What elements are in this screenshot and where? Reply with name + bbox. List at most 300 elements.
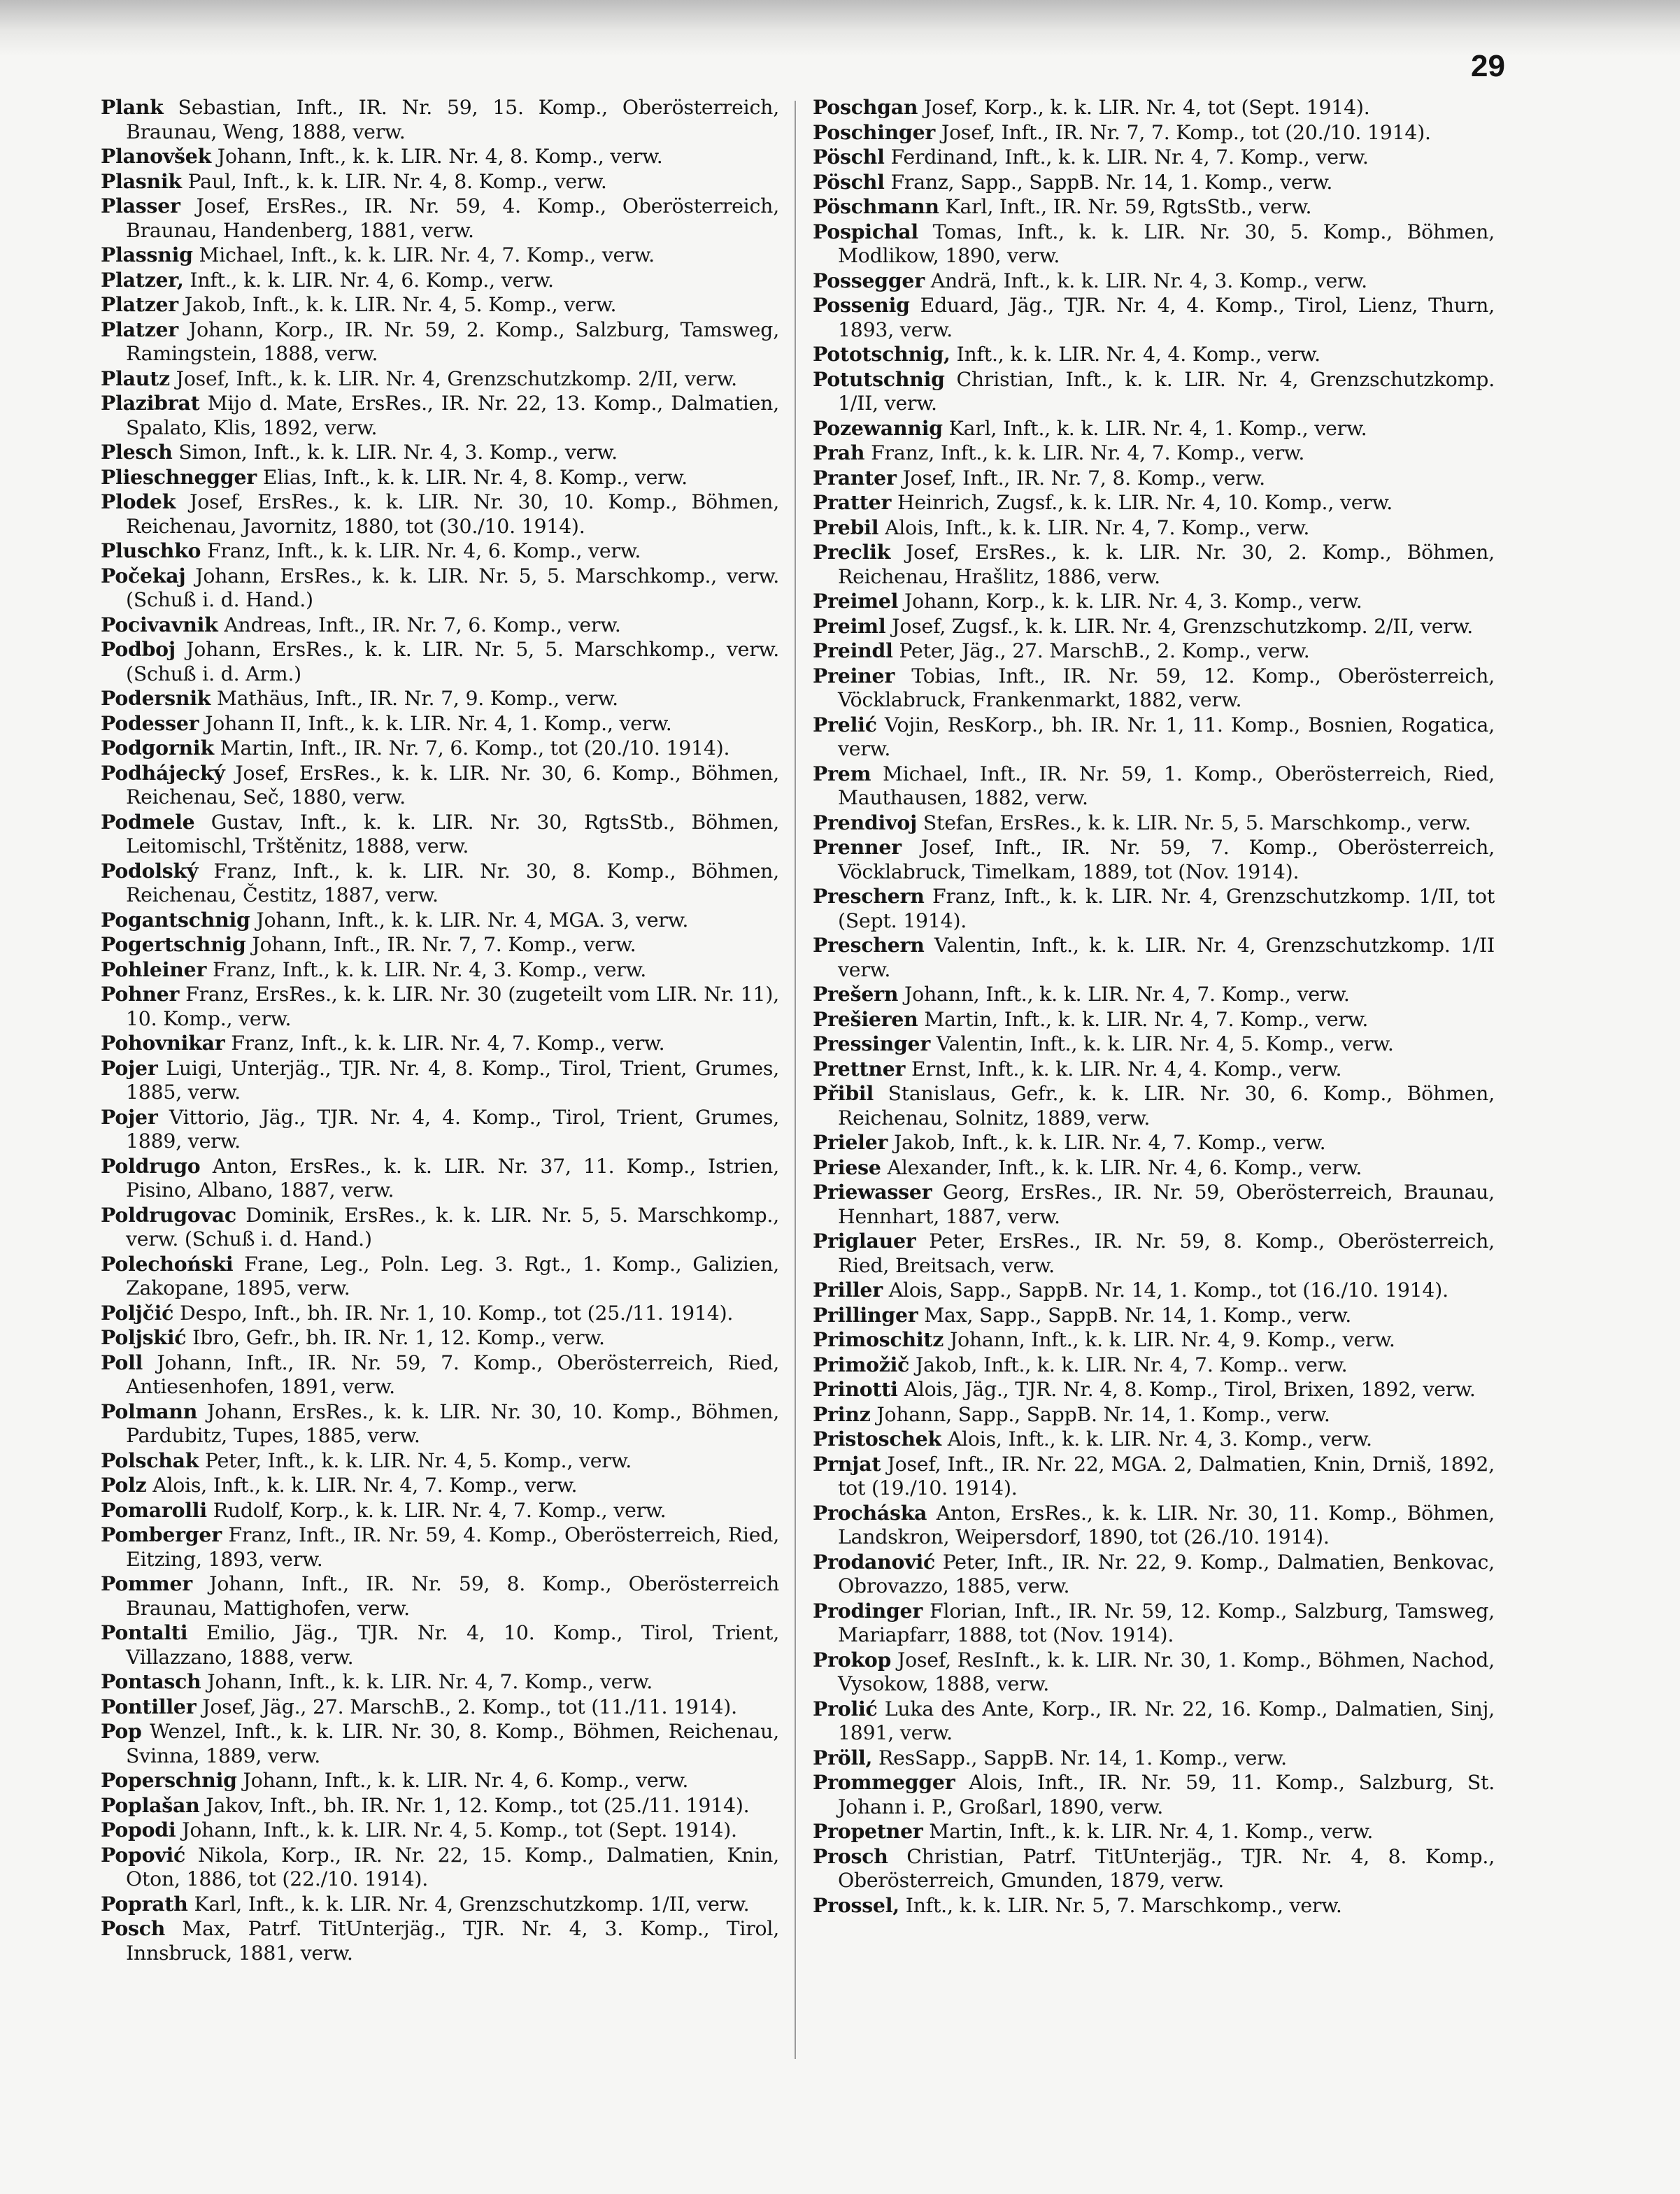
roster-entry: [813, 490, 1495, 515]
roster-entry: [101, 1473, 779, 1498]
entry-details: Emilio, Jäg., TJR. Nr. 4, 10. Komp., Tirol, Trient, Villazzano, 1888, verw.: [126, 1621, 779, 1669]
roster-entry: [101, 292, 779, 318]
roster-entry: [101, 1399, 779, 1448]
entry-surname: Poljskić: [101, 1325, 187, 1349]
entry-details: Max, Sapp., SappB. Nr. 14, 1. Komp., verw.: [918, 1303, 1352, 1327]
entry-surname: Primoschitz: [813, 1327, 944, 1351]
entry-surname: Pocivavnik: [101, 612, 218, 636]
entry-surname: Pomarolli: [101, 1497, 207, 1522]
roster-entry: [813, 194, 1495, 220]
entry-details: Franz, Inft., IR. Nr. 59, 4. Komp., Oberösterreich, Ried, Eitzing, 1893, verw.: [126, 1523, 779, 1571]
roster-entry: [101, 1203, 779, 1252]
entry-surname: Pontalti: [101, 1620, 188, 1644]
entry-details: Franz, Inft., k. k. LIR. Nr. 4, Grenzschutzkomp. 1/II, tot (Sept. 1914).: [838, 885, 1495, 932]
roster-entry: [813, 1155, 1495, 1181]
entry-details: Johann, Inft., k. k. LIR. Nr. 4, MGA. 3, verw.: [250, 908, 689, 932]
roster-entry: [813, 1081, 1495, 1130]
roster-entry: [101, 908, 779, 933]
entry-surname: Plasnik: [101, 169, 182, 193]
entry-surname: Primožič: [813, 1352, 910, 1376]
entry-surname: Prokop: [813, 1647, 892, 1672]
roster-entry: [813, 589, 1495, 614]
entry-details: Michael, Inft., k. k. LIR. Nr. 4, 7. Komp., verw.: [192, 243, 655, 266]
roster-entry: [813, 639, 1495, 664]
entry-details: Vittorio, Jäg., TJR. Nr. 4, 4. Komp., Tirol, Trient, Grumes, 1889, verw.: [126, 1105, 779, 1153]
entry-details: Johann, Korp., k. k. LIR. Nr. 4, 3. Komp., verw.: [898, 590, 1362, 613]
entry-details: Alexander, Inft., k. k. LIR. Nr. 4, 6. Komp., verw.: [881, 1155, 1362, 1179]
entry-surname: Poschgan: [813, 95, 918, 119]
entry-surname: Possenig: [813, 293, 910, 317]
entry-details: Max, Patrf. TitUnterjäg., TJR. Nr. 4, 3. Komp., Tirol, Innsbruck, 1881, verw.: [126, 1917, 779, 1965]
roster-entry: [101, 613, 779, 638]
entry-surname: Přibil: [813, 1081, 874, 1105]
entry-details: Georg, ErsRes., IR. Nr. 59, Oberösterreich, Braunau, Hennhart, 1887, verw.: [838, 1181, 1495, 1228]
entry-surname: Platzer,: [101, 267, 184, 292]
roster-entry: [813, 1353, 1495, 1378]
roster-entry: [813, 1648, 1495, 1697]
roster-entry: [101, 1448, 779, 1474]
entry-details: Karl, Inft., k. k. LIR. Nr. 4, Grenzschutzkomp. 1/II, verw.: [187, 1892, 750, 1916]
roster-entry: [101, 440, 779, 465]
entry-details: Valentin, Inft., k. k. LIR. Nr. 4, Grenzschutzkomp. 1/II verw.: [838, 934, 1495, 981]
entry-details: Josef, Inft., IR. Nr. 7, 7. Komp., tot (20./10. 1914).: [935, 120, 1431, 144]
entry-details: Peter, Jäg., 27. MarschB., 2. Komp., verw.: [892, 639, 1310, 662]
roster-entry: [813, 713, 1495, 762]
entry-surname: Prossel,: [813, 1893, 899, 1917]
entry-surname: Prosch: [813, 1844, 888, 1868]
entry-details: Franz, ErsRes., k. k. LIR. Nr. 30 (zugeteilt vom LIR. Nr. 11), 10. Komp., verw.: [126, 983, 779, 1030]
entry-details: Alois, Sapp., SappB. Nr. 14, 1. Komp., tot (16./10. 1914).: [882, 1278, 1448, 1302]
entry-surname: Preschern: [813, 933, 925, 957]
entry-details: Tomas, Inft., k. k. LIR. Nr. 30, 5. Komp., Böhmen, Modlikow, 1890, verw.: [838, 220, 1495, 267]
entry-details: Johann, Inft., IR. Nr. 59, 8. Komp., Oberösterreich Braunau, Mattighofen, verw.: [126, 1572, 779, 1620]
entry-surname: Priese: [813, 1155, 881, 1179]
roster-entry: [813, 1057, 1495, 1082]
entry-surname: Prebil: [813, 515, 879, 539]
entry-surname: Poldrugovac: [101, 1202, 236, 1227]
roster-entry: [101, 1325, 779, 1351]
entry-details: Johann, ErsRes., k. k. LIR. Nr. 30, 10. Komp., Böhmen, Pardubitz, Tupes, 1885, verw.: [126, 1399, 779, 1447]
entry-details: Ernst, Inft., k. k. LIR. Nr. 4, 4. Komp., verw.: [905, 1057, 1342, 1081]
entry-surname: Plodek: [101, 490, 176, 513]
entry-surname: Pristoschek: [813, 1427, 941, 1451]
roster-entry: [101, 1351, 779, 1399]
entry-details: Eduard, Jäg., TJR. Nr. 4, 4. Komp., Tirol, Lienz, Thurn, 1893, verw.: [838, 294, 1495, 341]
entry-details: Karl, Inft., k. k. LIR. Nr. 4, 1. Komp., verw.: [942, 416, 1367, 440]
entry-details: Josef, ErsRes., IR. Nr. 59, 4. Komp., Oberösterreich, Braunau, Handenberg, 1881, verw.: [126, 194, 779, 242]
roster-entry: [813, 1377, 1495, 1402]
entry-surname: Podboj: [101, 637, 176, 661]
entry-surname: Pojer: [101, 1104, 158, 1129]
entry-details: Michael, Inft., IR. Nr. 59, 1. Komp., Oberösterreich, Ried, Mauthausen, 1882, verw.: [838, 762, 1495, 809]
entry-details: Alois, Jäg., TJR. Nr. 4, 8. Komp., Tirol, Brixen, 1892, verw.: [897, 1378, 1476, 1401]
roster-entry: [101, 1768, 779, 1793]
entry-surname: Pontasch: [101, 1669, 201, 1693]
page-number: 29: [1471, 49, 1505, 83]
entry-surname: Pranter: [813, 465, 897, 490]
entry-details: Frane, Leg., Poln. Leg. 3. Rgt., 1. Komp., Galizien, Zakopane, 1895, verw.: [126, 1252, 779, 1299]
roster-entry: [813, 1229, 1495, 1278]
entry-details: Josef, ErsRes., k. k. LIR. Nr. 30, 6. Komp., Böhmen, Reichenau, Seč, 1880, verw.: [126, 761, 779, 808]
entry-surname: Pommer: [101, 1572, 192, 1595]
roster-entry: [101, 1843, 779, 1892]
roster-entry: [813, 416, 1495, 441]
entry-details: Josef, Inft., IR. Nr. 7, 8. Komp., verw.: [896, 466, 1265, 490]
entry-surname: Plautz: [101, 366, 170, 390]
entry-details: Tobias, Inft., IR. Nr. 59, 12. Komp., Oberösterreich, Vöcklabruck, Frankenmarkt, 1882, verw.: [838, 664, 1495, 711]
entry-details: Johann, Korp., IR. Nr. 59, 2. Komp., Salzburg, Tamsweg, Ramingstein, 1888, verw.: [126, 318, 779, 365]
entry-surname: Pontiller: [101, 1694, 197, 1718]
entry-details: Alois, Inft., k. k. LIR. Nr. 4, 3. Komp., verw.: [941, 1427, 1372, 1451]
roster-entry: [813, 269, 1495, 294]
entry-details: Franz, Inft., k. k. LIR. Nr. 30, 8. Komp., Böhmen, Reichenau, Čestitz, 1887, verw.: [126, 859, 779, 906]
roster-entry: [813, 95, 1495, 120]
entry-surname: Pojer: [101, 1055, 158, 1080]
roster-entry: [101, 932, 779, 957]
entry-details: Alois, Inft., IR. Nr. 59, 11. Komp., Salzburg, St. Johann i. P., Großarl, 1890, verw.: [838, 1771, 1495, 1818]
entry-surname: Popović: [101, 1842, 186, 1867]
entry-details: Franz, Sapp., SappB. Nr. 14, 1. Komp., verw.: [884, 170, 1333, 194]
roster-entry: [813, 762, 1495, 811]
entry-surname: Platzer: [101, 317, 179, 341]
entry-details: Josef, Zugsf., k. k. LIR. Nr. 4, Grenzschutzkomp. 2/II, verw.: [885, 614, 1474, 638]
entry-details: Luka des Ante, Korp., IR. Nr. 22, 16. Komp., Dalmatien, Sinj, 1891, verw.: [838, 1697, 1495, 1744]
roster-entry: [101, 1719, 779, 1768]
roster-entry: [813, 811, 1495, 836]
entry-surname: Plank: [101, 95, 164, 119]
entry-details: Mathäus, Inft., IR. Nr. 7, 9. Komp., verw.: [211, 687, 618, 710]
entry-details: Martin, Inft., IR. Nr. 7, 6. Komp., tot (20./10. 1914).: [213, 736, 730, 760]
roster-entry: [101, 686, 779, 711]
roster-entry: [813, 220, 1495, 269]
entry-surname: Planovšek: [101, 144, 211, 168]
entry-surname: Počekaj: [101, 563, 186, 587]
roster-entry: [813, 1893, 1495, 1918]
entry-surname: Pop: [101, 1719, 142, 1743]
roster-entry: [813, 170, 1495, 195]
entry-details: Luigi, Unterjäg., TJR. Nr. 4, 8. Komp., Tirol, Trient, Grumes, 1885, verw.: [126, 1056, 779, 1104]
entry-details: Johann, Inft., k. k. LIR. Nr. 4, 5. Komp., tot (Sept. 1914).: [176, 1818, 737, 1842]
right-column: [813, 95, 1495, 1918]
entry-details: Rudolf, Korp., k. k. LIR. Nr. 4, 7. Komp., verw.: [206, 1498, 667, 1522]
entry-surname: Posch: [101, 1916, 166, 1940]
roster-entry: [101, 1620, 779, 1669]
roster-entry: [101, 810, 779, 859]
entry-surname: Podesser: [101, 711, 199, 735]
entry-surname: Poschinger: [813, 120, 936, 144]
entry-surname: Prodinger: [813, 1598, 923, 1623]
roster-entry: [813, 1501, 1495, 1550]
entry-surname: Pratter: [813, 490, 892, 514]
entry-details: Jakov, Inft., bh. IR. Nr. 1, 12. Komp., tot (25./11. 1914).: [199, 1793, 750, 1817]
roster-entry: [813, 1278, 1495, 1303]
entry-surname: Poperschnig: [101, 1768, 237, 1792]
entry-details: Anton, ErsRes., k. k. LIR. Nr. 30, 11. Komp., Böhmen, Landskron, Weipersdorf, 1890, tot (26./10. 1914).: [838, 1501, 1495, 1548]
roster-entry: [813, 120, 1495, 145]
entry-details: Inft., k. k. LIR. Nr. 5, 7. Marschkomp., verw.: [899, 1893, 1342, 1917]
entry-details: Josef, Inft., k. k. LIR. Nr. 4, Grenzschutzkomp. 2/II, verw.: [169, 366, 737, 390]
roster-entry: [813, 441, 1495, 466]
roster-entry: [101, 1669, 779, 1695]
entry-surname: Pluschko: [101, 539, 201, 562]
roster-entry: [813, 540, 1495, 589]
entry-surname: Possegger: [813, 268, 925, 292]
entry-details: Johann, ErsRes., k. k. LIR. Nr. 5, 5. Marschkomp., verw. (Schuß i. d. Arm.): [126, 638, 779, 685]
roster-entry: [101, 268, 779, 293]
entry-surname: Pöschmann: [813, 194, 939, 218]
entry-details: Nikola, Korp., IR. Nr. 22, 15. Komp., Dalmatien, Knin, Oton, 1886, tot (22./10. 1914).: [126, 1843, 779, 1890]
entry-details: Josef, Inft., IR. Nr. 22, MGA. 2, Dalmatien, Knin, Drniš, 1892, tot (19./10. 1914).: [838, 1452, 1495, 1500]
roster-entry: [101, 1105, 779, 1154]
roster-entry: [813, 145, 1495, 170]
entry-details: Franz, Inft., k. k. LIR. Nr. 4, 7. Komp., verw.: [864, 441, 1305, 464]
entry-details: Florian, Inft., IR. Nr. 59, 12. Komp., Salzburg, Tamsweg, Mariapfarr, 1888, tot (Nov. 1914).: [838, 1599, 1495, 1646]
roster-entry: [101, 1523, 779, 1572]
roster-entry: [813, 1770, 1495, 1819]
roster-entry: [813, 1032, 1495, 1057]
entry-details: Gustav, Inft., k. k. LIR. Nr. 30, RgtsStb., Böhmen, Leitomischl, Trštěnitz, 1888, verw.: [126, 810, 779, 857]
entry-surname: Prinz: [813, 1402, 871, 1426]
entry-details: Martin, Inft., k. k. LIR. Nr. 4, 1. Komp., verw.: [923, 1820, 1374, 1843]
entry-details: Peter, Inft., k. k. LIR. Nr. 4, 5. Komp., verw.: [199, 1448, 632, 1472]
entry-details: Sebastian, Inft., IR. Nr. 59, 15. Komp., Oberösterreich, Braunau, Weng, 1888, verw.: [126, 96, 779, 143]
entry-surname: Poplašan: [101, 1793, 200, 1817]
roster-entry: [101, 95, 779, 144]
entry-details: Christian, Patrf. TitUnterjäg., TJR. Nr. 4, 8. Komp., Oberösterreich, Gmunden, 1879, verw.: [838, 1844, 1495, 1892]
entry-details: Jakob, Inft., k. k. LIR. Nr. 4, 5. Komp., verw.: [178, 293, 617, 316]
entry-surname: Preimel: [813, 589, 899, 613]
entry-surname: Pozewannig: [813, 415, 943, 440]
entry-details: Martin, Inft., k. k. LIR. Nr. 4, 7. Komp., verw.: [918, 1007, 1369, 1031]
roster-entry: [813, 1130, 1495, 1155]
roster-entry: [813, 1427, 1495, 1452]
entry-details: Jakob, Inft., k. k. LIR. Nr. 4, 7. Komp.. verw.: [909, 1353, 1348, 1376]
roster-entry: [101, 736, 779, 761]
entry-surname: Podmele: [101, 809, 195, 834]
entry-surname: Polmann: [101, 1399, 198, 1423]
entry-details: Andreas, Inft., IR. Nr. 7, 6. Komp., verw.: [218, 613, 621, 636]
entry-surname: Prešern: [813, 982, 899, 1006]
entry-details: Johann, Inft., k. k. LIR. Nr. 4, 7. Komp., verw.: [201, 1670, 653, 1693]
entry-details: Johann, Inft., k. k. LIR. Nr. 4, 6. Komp., verw.: [236, 1769, 689, 1792]
entry-details: Dominik, ErsRes., k. k. LIR. Nr. 5, 5. Marschkomp., verw. (Schuß i. d. Hand.): [126, 1203, 779, 1251]
entry-details: Inft., k. k. LIR. Nr. 4, 6. Komp., verw.: [183, 268, 554, 292]
entry-details: ResSapp., SappB. Nr. 14, 1. Komp., verw.: [872, 1746, 1287, 1769]
roster-entry: [813, 835, 1495, 884]
entry-surname: Poljčić: [101, 1300, 174, 1325]
entry-surname: Plasser: [101, 194, 180, 218]
entry-surname: Poprath: [101, 1891, 188, 1916]
entry-surname: Polechoński: [101, 1251, 234, 1276]
entry-surname: Prinotti: [813, 1377, 898, 1401]
roster-entry: [101, 318, 779, 366]
entry-surname: Prelić: [813, 712, 877, 736]
entry-surname: Prillinger: [813, 1302, 918, 1327]
roster-entry: [101, 1498, 779, 1523]
entry-details: Stefan, ErsRes., k. k. LIR. Nr. 5, 5. Marschkomp., verw.: [917, 811, 1471, 834]
entry-surname: Polschak: [101, 1448, 199, 1472]
entry-details: Mijo d. Mate, ErsRes., IR. Nr. 22, 13. Komp., Dalmatien, Spalato, Klis, 1892, verw.: [126, 392, 779, 439]
entry-surname: Prešieren: [813, 1006, 918, 1031]
entry-details: Alois, Inft., k. k. LIR. Nr. 4, 7. Komp., verw.: [878, 515, 1310, 539]
entry-surname: Prommegger: [813, 1770, 955, 1794]
entry-surname: Plieschnegger: [101, 464, 257, 489]
entry-details: Franz, Inft., k. k. LIR. Nr. 4, 3. Komp., verw.: [206, 957, 647, 981]
entry-details: Stanislaus, Gefr., k. k. LIR. Nr. 30, 6. Komp., Böhmen, Reichenau, Solnitz, 1889, verw.: [838, 1082, 1495, 1130]
entry-details: Inft., k. k. LIR. Nr. 4, 4. Komp., verw.: [950, 343, 1320, 366]
roster-entry: [101, 169, 779, 194]
column-divider: [795, 101, 796, 2059]
entry-details: Peter, ErsRes., IR. Nr. 59, 8. Komp., Oberösterreich, Ried, Breitsach, verw.: [838, 1230, 1495, 1277]
roster-entry: [101, 1252, 779, 1301]
roster-entry: [813, 933, 1495, 982]
entry-surname: Potutschnig: [813, 366, 945, 391]
entry-details: Johann, Inft., IR. Nr. 59, 7. Komp., Oberösterreich, Ried, Antiesenhofen, 1891, verw.: [126, 1351, 779, 1398]
entry-details: Heinrich, Zugsf., k. k. LIR. Nr. 4, 10. Komp., verw.: [891, 491, 1393, 514]
entry-surname: Plassnig: [101, 243, 193, 266]
entry-surname: Podgornik: [101, 736, 214, 760]
entry-details: Josef, ErsRes., k. k. LIR. Nr. 30, 10. Komp., Böhmen, Reichenau, Javornitz, 1880, tot (30./10. 1914).: [126, 490, 779, 538]
entry-details: Paul, Inft., k. k. LIR. Nr. 4, 8. Komp., verw.: [181, 169, 607, 193]
entry-details: Despo, Inft., bh. IR. Nr. 1, 10. Komp., tot (25./11. 1914).: [173, 1301, 734, 1325]
roster-entry: [813, 982, 1495, 1007]
entry-surname: Preiml: [813, 613, 886, 638]
entry-details: Josef, Inft., IR. Nr. 59, 7. Komp., Oberösterreich, Vöcklabruck, Timelkam, 1889, tot (Nov. 1914).: [838, 836, 1495, 883]
entry-surname: Pohner: [101, 982, 180, 1006]
entry-surname: Prettner: [813, 1056, 906, 1081]
entry-details: Johann, ErsRes., k. k. LIR. Nr. 5, 5. Marschkomp., verw. (Schuß i. d. Hand.): [126, 564, 779, 611]
entry-surname: Prolić: [813, 1696, 878, 1721]
entry-surname: Prodanović: [813, 1549, 936, 1574]
roster-entry: [101, 366, 779, 392]
entry-surname: Popodi: [101, 1818, 176, 1842]
entry-details: Johann, Inft., k. k. LIR. Nr. 4, 8. Komp., verw.: [211, 145, 663, 168]
roster-entry: [101, 761, 779, 810]
entry-details: Johann, Inft., IR. Nr. 7, 7. Komp., verw.: [245, 933, 636, 956]
entry-surname: Priller: [813, 1278, 883, 1302]
roster-entry: [813, 293, 1495, 342]
scan-top-shadow: [0, 0, 1680, 56]
entry-surname: Prieler: [813, 1130, 888, 1154]
entry-surname: Pöschl: [813, 145, 885, 169]
entry-surname: Pogertschnig: [101, 932, 246, 956]
roster-entry: [101, 859, 779, 908]
entry-surname: Pomberger: [101, 1523, 222, 1546]
entry-details: Karl, Inft., IR. Nr. 59, RgtsStb., verw.: [939, 195, 1312, 218]
entry-details: Ibro, Gefr., bh. IR. Nr. 1, 12. Komp., verw.: [186, 1326, 605, 1349]
entry-details: Johann II, Inft., k. k. LIR. Nr. 4, 1. Komp., verw.: [199, 711, 672, 735]
entry-details: Jakob, Inft., k. k. LIR. Nr. 4, 7. Komp., verw.: [888, 1131, 1326, 1154]
roster-entry: [813, 884, 1495, 933]
entry-details: Elias, Inft., k. k. LIR. Nr. 4, 8. Komp., verw.: [256, 465, 688, 489]
roster-entry: [813, 1697, 1495, 1746]
entry-details: Josef, ResInft., k. k. LIR. Nr. 30, 1. Komp., Böhmen, Nachod, Vysokow, 1888, verw.: [838, 1648, 1495, 1695]
entry-surname: Pohleiner: [101, 957, 207, 981]
entry-details: Johann, Inft., k. k. LIR. Nr. 4, 9. Komp., verw.: [944, 1328, 1395, 1351]
roster-entry: [101, 1031, 779, 1056]
roster-entry: [101, 194, 779, 243]
entry-details: Wenzel, Inft., k. k. LIR. Nr. 30, 8. Komp., Böhmen, Reichenau, Svinna, 1889, verw.: [126, 1720, 779, 1767]
roster-entry: [101, 144, 779, 169]
roster-entry: [101, 1695, 779, 1720]
entry-details: Franz, Inft., k. k. LIR. Nr. 4, 6. Komp., verw.: [201, 539, 641, 562]
roster-entry: [813, 1402, 1495, 1427]
entry-details: Josef, Korp., k. k. LIR. Nr. 4, tot (Sept. 1914).: [918, 96, 1370, 119]
roster-entry: [101, 564, 779, 613]
roster-entry: [101, 243, 779, 268]
roster-entry: [101, 391, 779, 440]
roster-entry: [813, 1180, 1495, 1229]
entry-surname: Platzer: [101, 292, 179, 316]
entry-surname: Priewasser: [813, 1180, 932, 1204]
entry-surname: Pototschnig,: [813, 342, 951, 366]
entry-details: Valentin, Inft., k. k. LIR. Nr. 4, 5. Komp., verw.: [930, 1032, 1394, 1055]
entry-surname: Podolský: [101, 858, 199, 883]
entry-details: Simon, Inft., k. k. LIR. Nr. 4, 3. Komp., verw.: [172, 441, 618, 464]
roster-entry: [813, 1007, 1495, 1032]
roster-entry: [813, 515, 1495, 541]
entry-surname: Pogantschnig: [101, 907, 250, 932]
roster-entry: [101, 1892, 779, 1917]
entry-surname: Priglauer: [813, 1229, 916, 1253]
entry-surname: Pröll,: [813, 1745, 873, 1769]
roster-entry: [101, 637, 779, 686]
roster-entry: [101, 1154, 779, 1203]
roster-entry: [101, 1301, 779, 1326]
entry-details: Vojin, ResKorp., bh. IR. Nr. 1, 11. Komp., Bosnien, Rogatica, verw.: [838, 713, 1495, 760]
roster-entry: [813, 1327, 1495, 1353]
roster-entry: [101, 957, 779, 983]
entry-details: Andrä, Inft., k. k. LIR. Nr. 4, 3. Komp., verw.: [924, 269, 1367, 292]
roster-entry: [101, 711, 779, 736]
entry-surname: Pohovnikar: [101, 1031, 225, 1055]
entry-details: Josef, ErsRes., k. k. LIR. Nr. 30, 2. Komp., Böhmen, Reichenau, Hrašlitz, 1886, verw.: [838, 541, 1495, 588]
roster-entry: [813, 1819, 1495, 1844]
roster-entry: [813, 342, 1495, 367]
entry-surname: Pressinger: [813, 1032, 931, 1055]
entry-surname: Prnjat: [813, 1451, 881, 1476]
entry-surname: Prah: [813, 441, 865, 464]
roster-entry: [813, 614, 1495, 639]
roster-entry: [101, 982, 779, 1031]
roster-entry: [813, 1599, 1495, 1648]
roster-entry: [813, 1550, 1495, 1599]
roster-entry: [813, 466, 1495, 491]
entry-surname: Prenner: [813, 835, 902, 859]
roster-entry: [101, 1572, 779, 1620]
entry-details: Anton, ErsRes., k. k. LIR. Nr. 37, 11. Komp., Istrien, Pisino, Albano, 1887, verw.: [126, 1154, 779, 1202]
entry-details: Josef, Jäg., 27. MarschB., 2. Komp., tot (11./11. 1914).: [196, 1695, 737, 1718]
entry-surname: Pöschl: [813, 169, 885, 194]
entry-surname: Prendivoj: [813, 810, 918, 834]
roster-entry: [813, 1844, 1495, 1893]
roster-entry: [101, 1056, 779, 1105]
roster-entry: [101, 1793, 779, 1818]
entry-surname: Preindl: [813, 639, 893, 662]
entry-details: Alois, Inft., k. k. LIR. Nr. 4, 7. Komp., verw.: [146, 1474, 578, 1497]
roster-entry: [813, 664, 1495, 713]
entry-surname: Podhájecký: [101, 760, 225, 785]
entry-details: Franz, Inft., k. k. LIR. Nr. 4, 7. Komp., verw.: [225, 1032, 665, 1055]
entry-surname: Preclik: [813, 540, 891, 564]
left-column: [101, 95, 779, 1965]
entry-details: Peter, Inft., IR. Nr. 22, 9. Komp., Dalmatien, Benkovac, Obrovazzo, 1885, verw.: [838, 1550, 1495, 1597]
roster-entry: [813, 1746, 1495, 1771]
roster-entry: [813, 367, 1495, 416]
entry-surname: Prem: [813, 761, 871, 785]
entry-surname: Poldrugo: [101, 1153, 201, 1178]
entry-surname: Plazibrat: [101, 391, 200, 415]
